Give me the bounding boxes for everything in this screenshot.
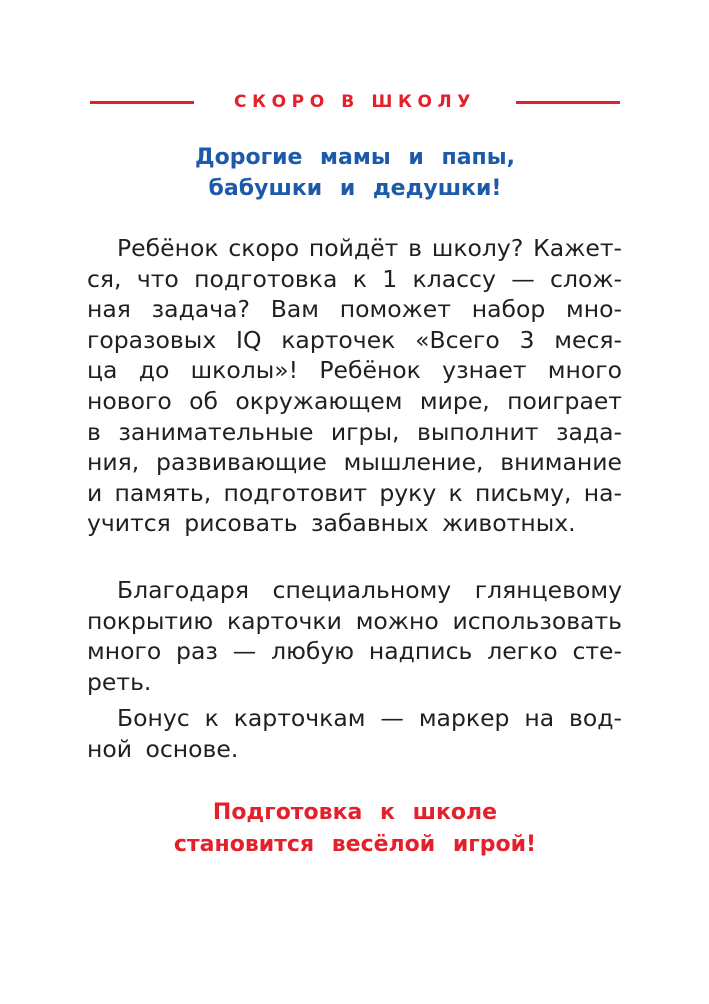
text-line: ная задача? Вам поможет набор мно- bbox=[87, 295, 622, 324]
text-line: в занимательные игры, выполнит зада- bbox=[87, 417, 622, 446]
greeting-heading bbox=[100, 142, 610, 204]
text-line: горазовых IQ карточек «Всего 3 меся- bbox=[87, 325, 622, 354]
text-line: Бонус к карточкам — маркер на вод- bbox=[117, 704, 622, 732]
text-line: ца до школы»! Ребёнок узнает много bbox=[87, 356, 622, 385]
text-line: ся, что подготовка к 1 классу — слож- bbox=[87, 264, 622, 293]
text-line: ния, развивающие мышление, внимание bbox=[87, 448, 622, 477]
header-rule-right bbox=[516, 101, 620, 104]
slogan-line: становится весёлой игрой! bbox=[173, 832, 537, 857]
text-line: ной основе. bbox=[87, 734, 239, 763]
text-line: Ребёнок скоро пойдёт в школу? Кажет- bbox=[117, 234, 622, 262]
text-line: много раз — любую надпись легко сте- bbox=[87, 637, 622, 666]
text-line: учится рисовать забавных животных. bbox=[87, 509, 576, 538]
greeting-line: Дорогие мамы и папы, bbox=[195, 145, 515, 170]
paragraph-coating bbox=[87, 575, 622, 697]
section-header bbox=[90, 82, 620, 122]
text-line: и память, подготовит руку к письму, на- bbox=[87, 478, 622, 507]
text-line: реть. bbox=[87, 667, 152, 696]
section-title: СКОРО В ШКОЛУ bbox=[234, 92, 476, 112]
text-line: покрытию карточки можно использовать bbox=[87, 606, 622, 635]
slogan bbox=[100, 797, 610, 861]
greeting-line: бабушки и дедушки! bbox=[208, 176, 502, 201]
text-line: Благодаря специальному глянцевому bbox=[117, 576, 622, 604]
header-rule-left bbox=[90, 101, 194, 104]
text-line: нового об окружающем мире, поиграет bbox=[87, 386, 622, 415]
paragraph-intro bbox=[87, 233, 622, 539]
slogan-line: Подготовка к школе bbox=[212, 800, 498, 825]
paragraph-bonus bbox=[87, 703, 622, 764]
